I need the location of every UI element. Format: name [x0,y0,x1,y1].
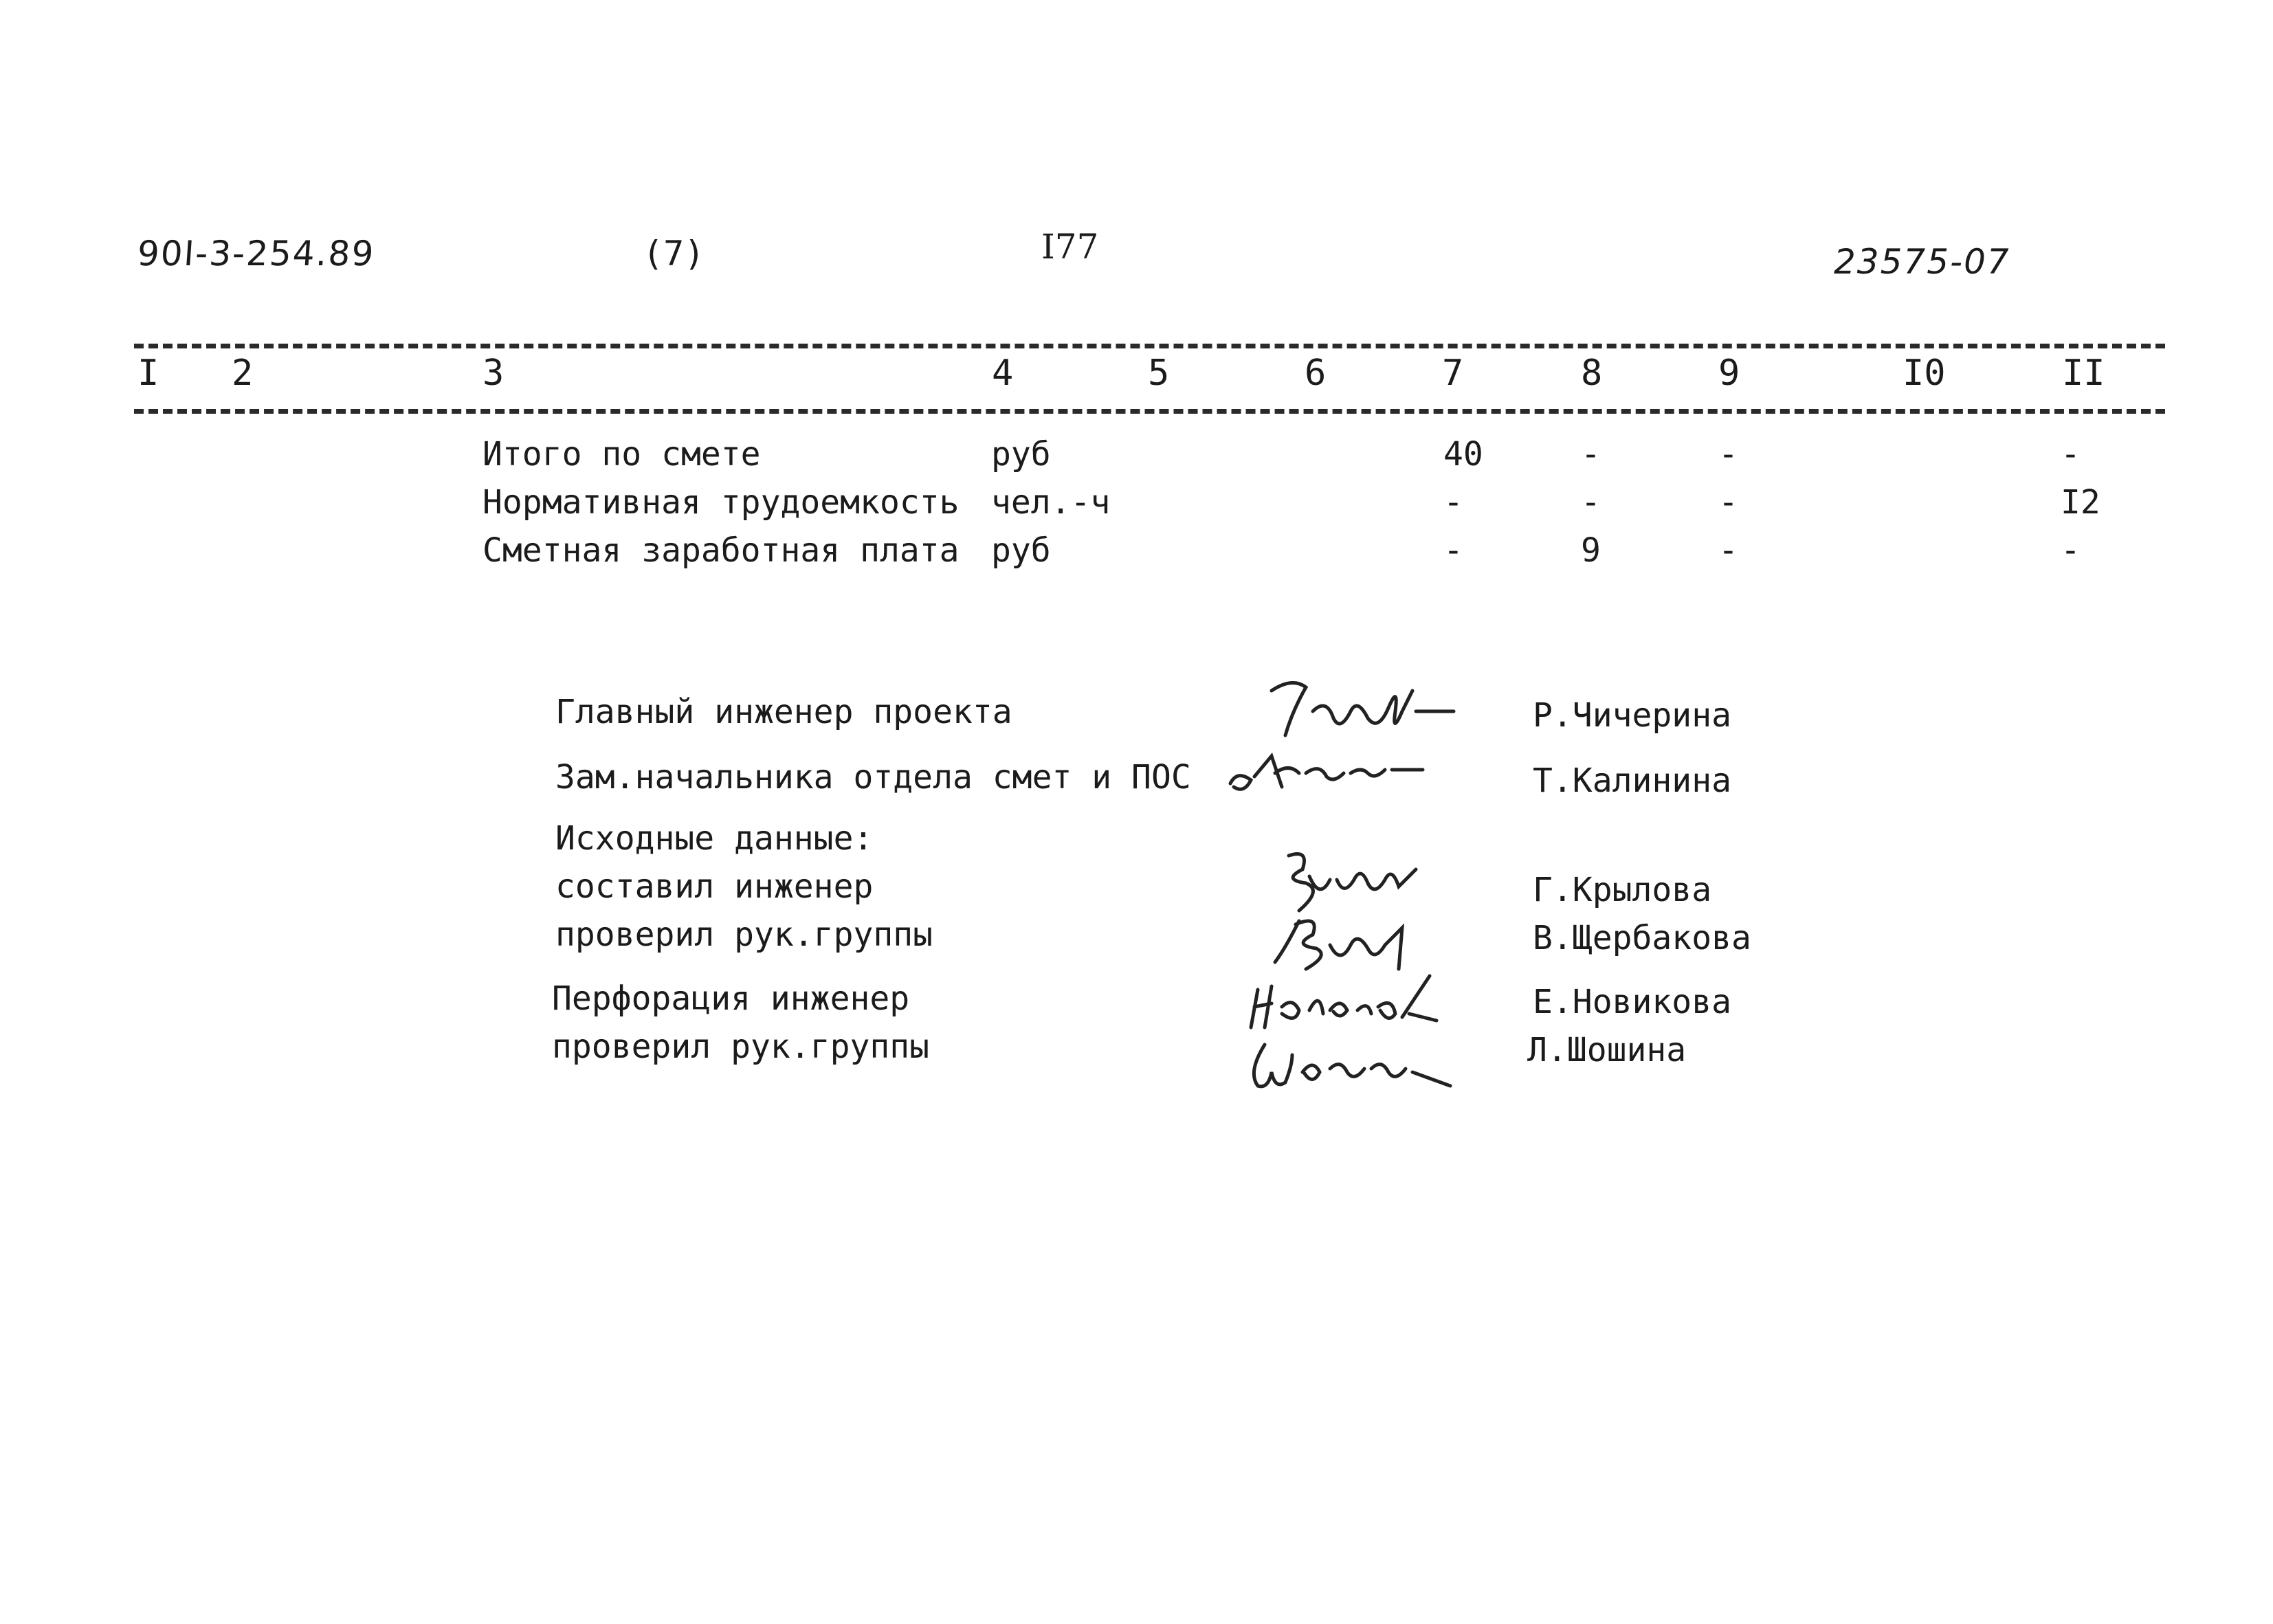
inventory-number: 23575-07 [1834,242,2010,282]
checked-by-2-name: Л.Шошина [1527,1031,1687,1069]
column-number-5: 5 [1148,353,1170,394]
column-number-7: 7 [1442,353,1464,394]
checked-by-2-title: проверил рук.группы [552,1027,930,1066]
checked-by-name: В.Щербакова [1533,919,1751,957]
row-unit: чел.-ч [991,483,1111,522]
column-number-4: 4 [992,353,1014,394]
row-col8: - [1581,483,1601,522]
column-number-2: 2 [232,353,254,394]
compiled-by-name: Г.Крылова [1533,871,1712,909]
row-col11: - [2061,435,2081,474]
row-col9: - [1718,435,1738,474]
perforation-title: Перфорация инженер [552,979,910,1018]
column-number-9: 9 [1718,353,1740,394]
column-number-11: II [2062,353,2105,394]
column-number-8: 8 [1581,353,1603,394]
compiled-by-title: составил инженер [555,867,874,906]
table-header-rule [134,409,2165,414]
checked-by-title: проверил рук.группы [555,915,933,954]
deputy-head-title: Зам.начальника отдела смет и ПОС [555,758,1191,797]
source-data-heading: Исходные данные: [555,819,874,858]
row-col8: - [1581,435,1601,474]
chief-engineer-name: Р.Чичерина [1533,696,1731,735]
perforation-name: Е.Новикова [1533,983,1731,1021]
row-col7: 40 [1443,435,1483,474]
row-col8: 9 [1581,531,1601,570]
row-name: Итого по смете [483,435,761,474]
row-col11: - [2061,531,2081,570]
column-number-3: 3 [483,353,505,394]
document-code: 90I-3-254.89 [135,234,377,274]
column-number-10: I0 [1903,353,1946,394]
row-name: Сметная заработная плата [483,531,960,570]
row-col7: - [1443,531,1463,570]
deputy-head-name: Т.Калинина [1533,761,1731,800]
signature-deputy [1223,742,1430,816]
table-top-rule [134,344,2165,348]
row-col7: - [1443,483,1463,522]
signature-checked-2 [1237,1024,1457,1111]
row-col11: I2 [2061,483,2100,522]
column-number-1: I [137,353,159,394]
row-unit: руб [991,435,1051,474]
column-number-6: 6 [1305,353,1327,394]
chief-engineer-title: Главный инженер проекта [555,693,1012,731]
row-name: Нормативная трудоемкость [483,483,960,522]
row-unit: руб [991,531,1051,570]
sheet-number: (7) [643,234,705,274]
row-col9: - [1718,483,1738,522]
page-number: I77 [1041,227,1099,267]
row-col9: - [1718,531,1738,570]
